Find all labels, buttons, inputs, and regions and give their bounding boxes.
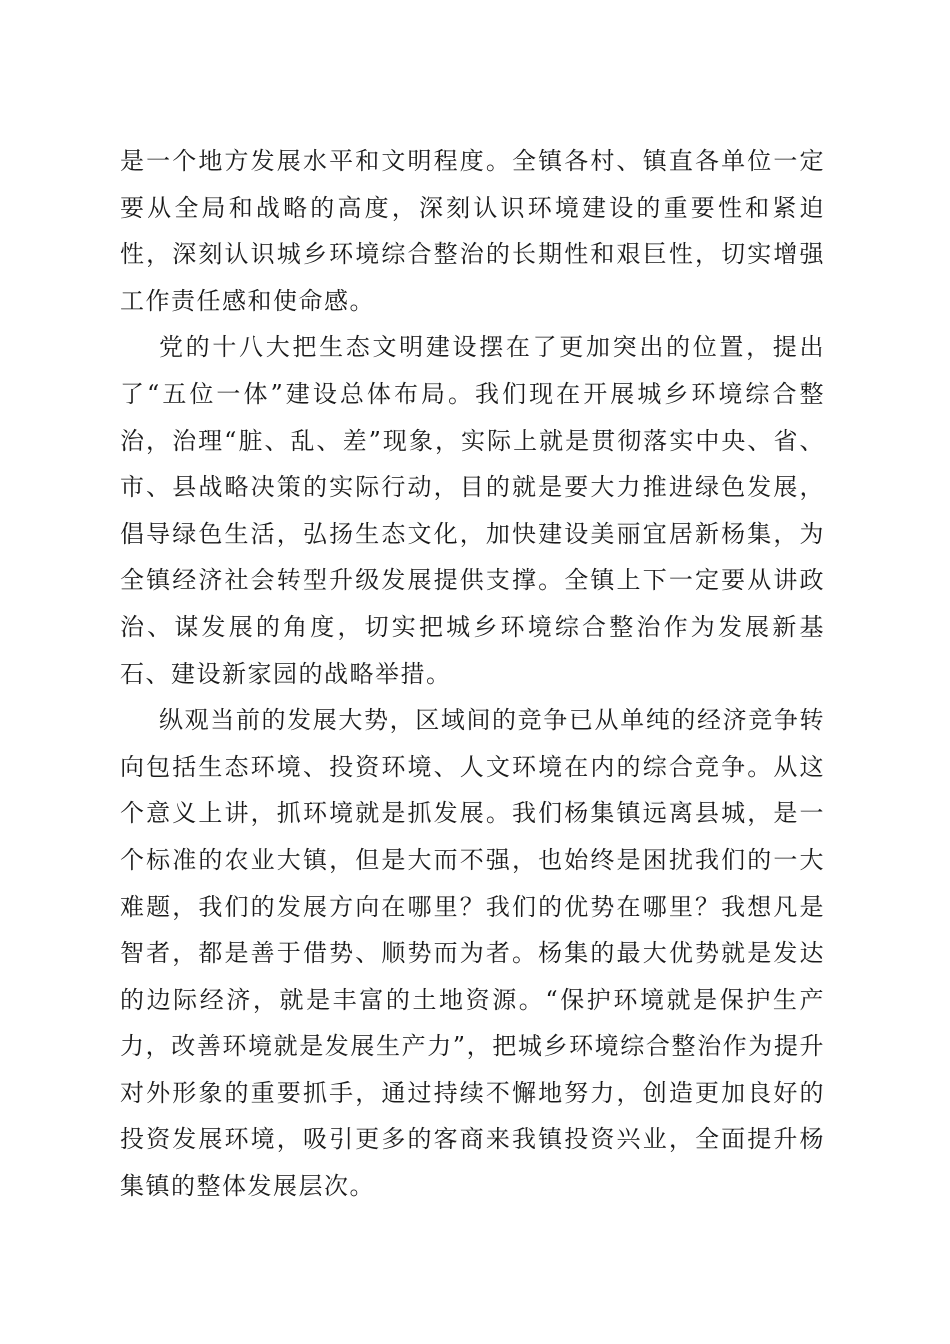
paragraph-development-trend: 纵观当前的发展大势，区域间的竞争已从单纯的经济竞争转向包括生态环境、投资环境、人文环境在内的综合竞争。从这个意义上讲，抓环境就是抓发展。我们杨集镇远离县城，是一个标准的农业大镇，但是大而不强，也始终是困扰我们的一大难题，我们的发展方向在哪里？我们的优势在哪里？我想凡是智者，都是善于借势、顺势而为者。杨集的最大优势就是发达的边际经济，就是丰富的土地资源。“保护环境就是保护生产力，改善环境就是发展生产力”，把城乡环境综合整治作为提升对外形象的重要抓手，通过持续不懈地努力，创造更加良好的投资发展环境，吸引更多的客商来我镇投资兴业，全面提升杨集镇的整体发展层次。: [120, 706, 825, 1201]
paragraph-eighteenth-congress: 党的十八大把生态文明建设摆在了更加突出的位置，提出了“五位一体”建设总体布局。我们现在开展城乡环境综合整治，治理“脏、乱、差”现象，实际上就是贯彻落实中央、省、市、县战略决策的实际行动，目的就是要大力推进绿色发展，倡导绿色生活，弘扬生态文化，加快建设美丽宜居新杨集，为全镇经济社会转型升级发展提供支撑。全镇上下一定要从讲政治、谋发展的角度，切实把城乡环境综合整治作为发展新基石、建设新家园的战略举措。: [120, 333, 825, 688]
document-body: [120, 138, 825, 1210]
paragraph-continuation: 是一个地方发展水平和文明程度。全镇各村、镇直各单位一定要从全局和战略的高度，深刻认识环境建设的重要性和紧迫性，深刻认识城乡环境综合整治的长期性和艰巨性，切实增强工作责任感和使命感。: [120, 147, 825, 315]
